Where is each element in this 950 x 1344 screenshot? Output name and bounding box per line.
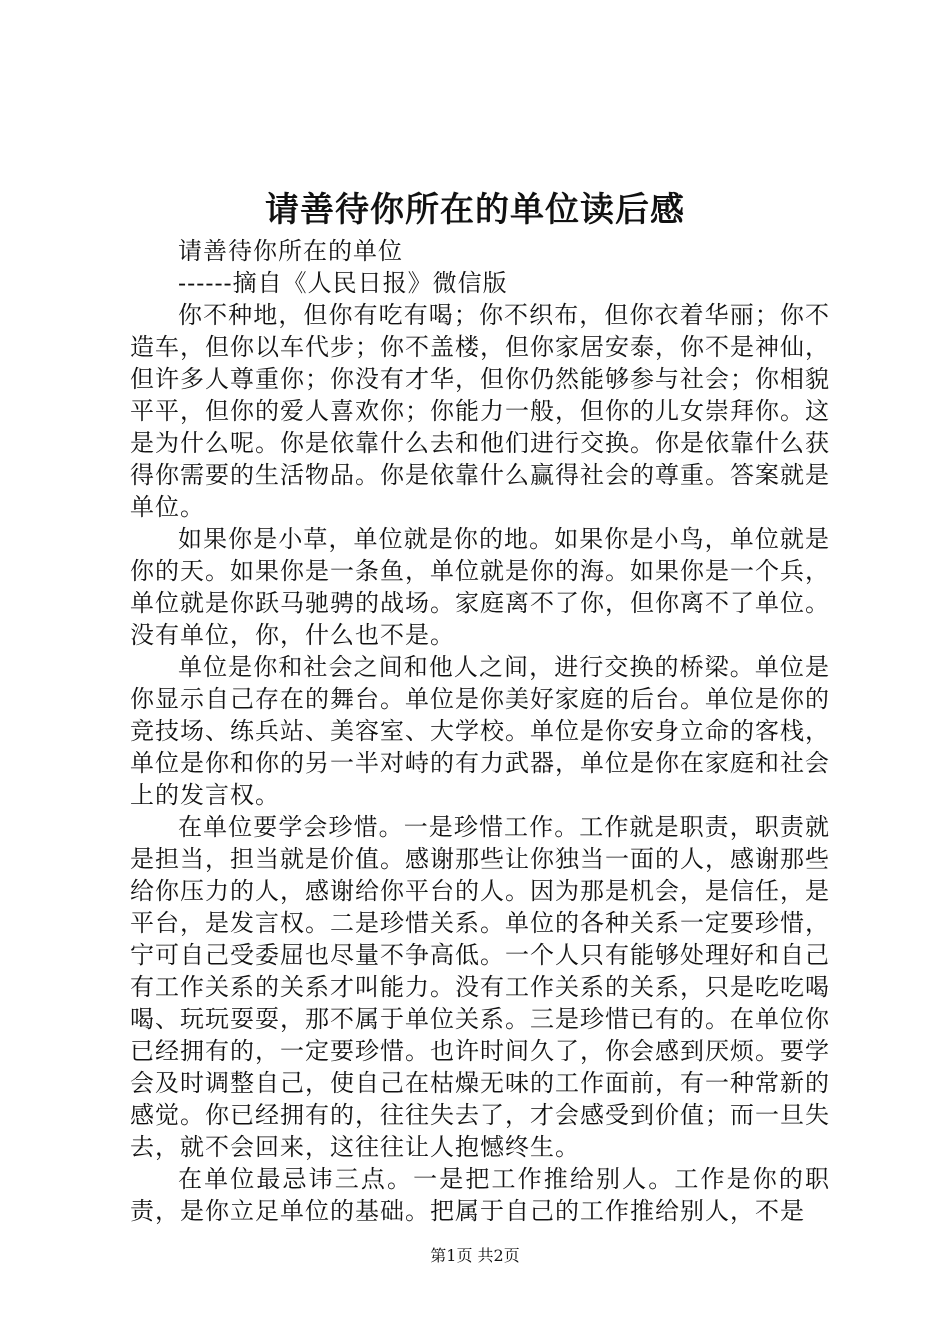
paragraph-4: 在单位要学会珍惜。一是珍惜工作。工作就是职责，职责就是担当，担当就是价值。感谢那些让你独当一面的人，感谢那些给你压力的人，感谢给你平台的人。因为那是机会，是信任，是平台，是发言权。二是珍惜关系。单位的各种关系一定要珍惜，宁可自己受委屈也尽量不争高低。一个人只有能够处理好和自己有工作关系的关系才叫能力。没有工作关系的关系，只是吃吃喝喝、玩玩耍耍，那不属于单位关系。三是珍惜已有的。在单位你已经拥有的，一定要珍惜。也许时间久了，你会感到厌烦。要学会及时调整自己，使自己在枯燥无味的工作面前，有一种常新的感觉。你已经拥有的，往往失去了，才会感受到价值；而一旦失去，就不会回来，这往往让人抱憾终生。 bbox=[130, 813, 830, 1161]
document-body bbox=[130, 235, 830, 1227]
document-title: 请善待你所在的单位读后感 bbox=[265, 190, 685, 230]
paragraph-2: 如果你是小草，单位就是你的地。如果你是小鸟，单位就是你的天。如果你是一条鱼，单位就是你的海。如果你是一个兵，单位就是你跃马驰骋的战场。家庭离不了你，但你离不了单位。没有单位，你，什么也不是。 bbox=[130, 525, 830, 649]
source-line: ------摘自《人民日报》微信版 bbox=[178, 269, 508, 297]
paragraph-1: 你不种地，但你有吃有喝；你不织布，但你衣着华丽；你不造车，但你以车代步；你不盖楼，但你家居安泰，你不是神仙，但许多人尊重你；你没有才华，但你仍然能够参与社会；你相貌平平，但你的爱人喜欢你；你能力一般，但你的儿女崇拜你。这是为什么呢。你是依靠什么去和他们进行交换。你是依靠什么获得你需要的生活物品。你是依靠什么赢得社会的尊重。答案就是单位。 bbox=[130, 301, 830, 521]
page-number-footer: 第1页 共2页 bbox=[430, 1246, 520, 1265]
paragraph-5: 在单位最忌讳三点。一是把工作推给别人。工作是你的职责，是你立足单位的基础。把属于自己的工作推给别人，不是 bbox=[130, 1165, 830, 1225]
subtitle-line: 请善待你所在的单位 bbox=[178, 237, 403, 265]
paragraph-3: 单位是你和社会之间和他人之间，进行交换的桥梁。单位是你显示自己存在的舞台。单位是你美好家庭的后台。单位是你的竞技场、练兵站、美容室、大学校。单位是你安身立命的客栈，单位是你和你的另一半对峙的有力武器，单位是你在家庭和社会上的发言权。 bbox=[130, 653, 830, 809]
